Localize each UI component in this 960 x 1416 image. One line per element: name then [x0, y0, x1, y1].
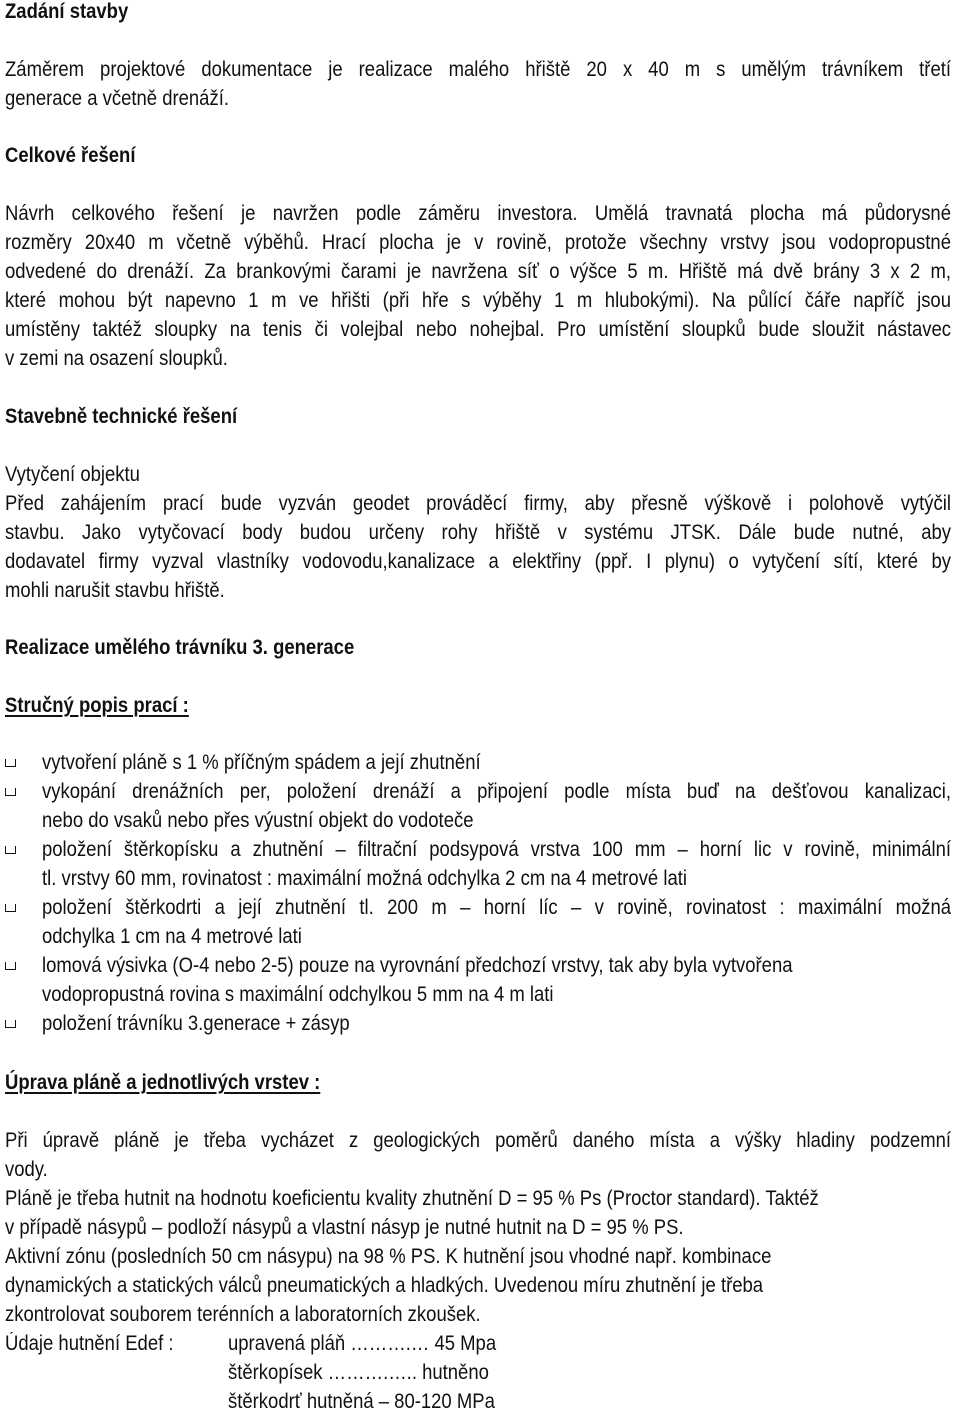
list-item: vykopání drenážních per, položení drenáží a připojení podle místa buď na dešťovou kanalizaci, [42, 780, 952, 803]
heading-realizace: Realizace umělého trávníku 3. generace [5, 636, 355, 659]
paragraph-line: Před zahájením prací bude vyzván geodet prováděcí firmy, aby přesně výškově i polohově vytýčil [5, 492, 951, 515]
paragraph-line: zkontrolovat souborem terénních a laboratorních zkoušek. [5, 1303, 481, 1326]
edef-label: Údaje hutnění Edef : [5, 1332, 174, 1355]
paragraph-line: stavbu. Jako vytyčovací body budou určeny rohy hřiště v systému JTSK. Dále bude nutné, aby [5, 521, 951, 544]
list-item-continuation: tl. vrstvy 60 mm, rovinatost : maximální možná odchylka 2 cm na 4 metrové lati [42, 867, 687, 890]
list-item: vytvoření pláně s 1 % příčným spádem a její zhutnění [42, 751, 481, 774]
paragraph-line: Návrh celkového řešení je navržen podle záměru investora. Umělá travnatá plocha má půdorysné [5, 202, 951, 225]
edef-value: štěrkopísek ……….….. hutněno [228, 1361, 489, 1384]
heading-stavebne: Stavebně technické řešení [5, 405, 238, 428]
list-item: položení trávníku 3.generace + zásyp [42, 1012, 350, 1035]
paragraph-line: Aktivní zónu (posledních 50 cm násypu) na 98 % PS. K hutnění jsou vhodné např. kombinace [5, 1245, 772, 1268]
paragraph-line: Při úpravě pláně je třeba vycházet z geologických poměrů daného místa a výšky hladiny podzemní [5, 1129, 951, 1152]
list-item-continuation: odchylka 1 cm na 4 metrové lati [42, 925, 302, 948]
paragraph-line: rozměry 20x40 m včetně výběhů. Hrací plocha je v rovině, protože všechny vrstvy jsou vodopropustné [5, 231, 951, 254]
bullet-box-icon [5, 904, 16, 912]
paragraph-line: které mohou být napevno 1 m ve hřišti (při hře s výběhy 1 m hlubokými). Na půlící čáře napříč jsou [5, 289, 951, 312]
heading-uprava: Úprava pláně a jednotlivých vrstev : [5, 1071, 321, 1094]
bullet-box-icon [5, 759, 16, 767]
list-item-continuation: nebo do vsaků nebo přes výustní objekt do vodoteče [42, 809, 474, 832]
paragraph-line: v zemi na osazení sloupků. [5, 347, 228, 370]
paragraph-line: dynamických a statických válců pneumatických a hladkých. Uvedenou míru zhutnění je třeba [5, 1274, 764, 1297]
edef-value: štěrkodrť hutněná – 80-120 MPa [228, 1390, 495, 1413]
paragraph-line: vody. [5, 1158, 48, 1181]
list-item-continuation: vodopropustná rovina s maximální odchylkou 5 mm na 4 m lati [42, 983, 554, 1006]
heading-popis-praci: Stručný popis prací : [5, 694, 189, 717]
paragraph-line: umístěny taktéž sloupky na tenis či volejbal nebo nohejbal. Pro umístění sloupků bude sloužit nástavec [5, 318, 951, 341]
list-item: lomová výsivka (O-4 nebo 2-5) pouze na vyrovnání předchozí vrstvy, tak aby byla vytvořena [42, 954, 793, 977]
list-item: položení štěrkopísku a zhutnění – filtrační podsypová vrstva 100 mm – horní lic v rovině, minimální [42, 838, 952, 861]
bullet-box-icon [5, 846, 16, 854]
paragraph-line: mohli narušit stavbu hřiště. [5, 579, 225, 602]
paragraph-line: v případě násypů – podloží násypů a vlastní násyp je nutné hutnit na D = 95 % PS. [5, 1216, 684, 1239]
paragraph-line: dodavatel firmy vyzval vlastníky vodovodu,kanalizace a elektřiny (ppř. I plynu) o vytyčení sítí, které by [5, 550, 951, 573]
subheading-vytyceni: Vytyčení objektu [5, 463, 140, 486]
paragraph-line: generace a včetně drenáží. [5, 87, 229, 110]
list-item: položení štěrkodrti a její zhutnění tl. 200 m – horní líc – v rovině, rovinatost : maximální možná [42, 896, 952, 919]
heading-celkove: Celkové řešení [5, 144, 136, 167]
bullet-box-icon [5, 1020, 16, 1028]
paragraph-line: odvedené do drenáží. Za brankovými čarami je navržena síť o výšce 5 m. Hřiště má dvě brány 3 x 2 m, [5, 260, 951, 283]
bullet-box-icon [5, 788, 16, 796]
paragraph-line: Záměrem projektové dokumentace je realizace malého hřiště 20 x 40 m s umělým trávníkem třetí [5, 58, 951, 81]
bullet-box-icon [5, 962, 16, 970]
edef-value: upravená pláň ……….… 45 Mpa [228, 1332, 497, 1355]
paragraph-line: Pláně je třeba hutnit na hodnotu koeficientu kvality zhutnění D = 95 % Ps (Proctor standard). Taktéž [5, 1187, 819, 1210]
heading-zadani: Zadání stavby [5, 0, 129, 23]
